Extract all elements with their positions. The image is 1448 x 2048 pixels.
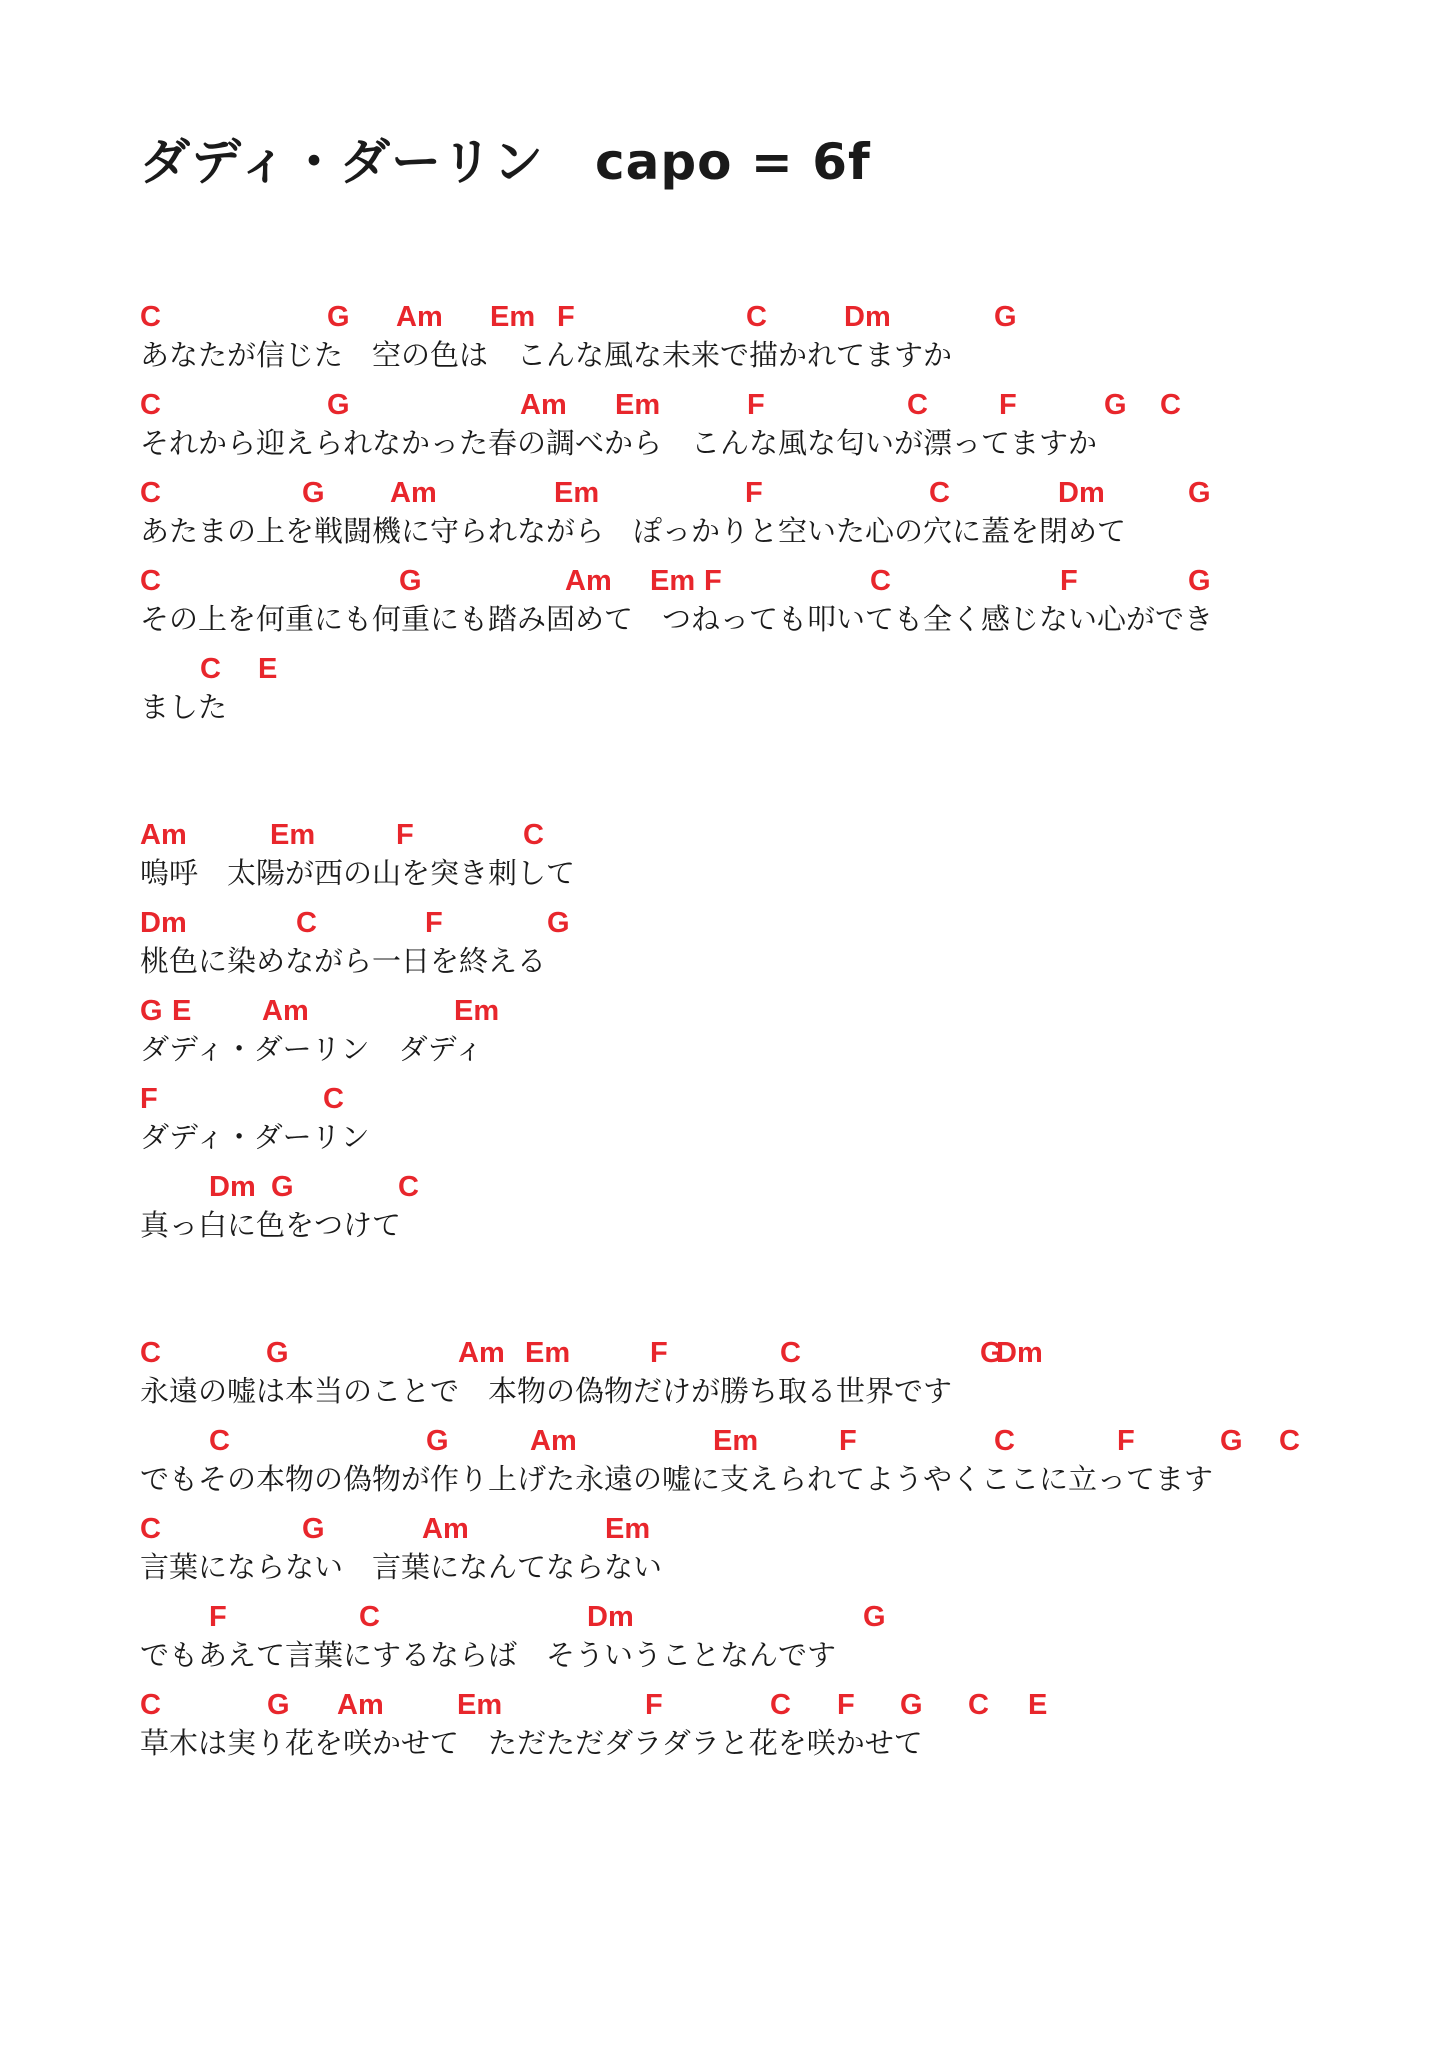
chord-symbol: C <box>140 477 161 509</box>
chord-symbol: G <box>266 1337 289 1369</box>
chord-symbol: E <box>1028 1689 1048 1721</box>
chord-symbol: F <box>650 1337 668 1369</box>
chord-lyric-line <box>140 476 1340 550</box>
lyric-text: それから迎えられなかった春の調べから こんな風な匂いが漂ってますか <box>140 426 1098 460</box>
chord-symbol: F <box>747 389 765 421</box>
chord-symbol: Em <box>270 819 316 851</box>
chord-symbol: G <box>302 1513 325 1545</box>
chord-symbol: C <box>140 565 161 597</box>
chord-lyric-line <box>140 906 1340 980</box>
chord-lyric-line <box>140 564 1340 638</box>
chord-row <box>140 300 1340 336</box>
chord-symbol: G <box>267 1689 290 1721</box>
chord-row <box>140 906 1340 942</box>
chord-lyric-line <box>140 1170 1340 1244</box>
chord-symbol: C <box>1279 1425 1300 1457</box>
lyric-text: あなたが信じた 空の色は こんな風な未来で描かれてますか <box>140 338 953 372</box>
chord-symbol: C <box>296 907 317 939</box>
chord-lyric-line <box>140 818 1340 892</box>
lyric-text: でもその本物の偽物が作り上げた永遠の嘘に支えられてようやくここに立ってます <box>140 1462 1214 1496</box>
chord-symbol: C <box>968 1689 989 1721</box>
chord-lyric-line <box>140 994 1340 1068</box>
lyric-text: 永遠の嘘は本当のことで 本物の偽物だけが勝ち取る世界です <box>140 1374 953 1408</box>
chord-symbol: G <box>1220 1425 1243 1457</box>
chord-symbol: G <box>1104 389 1127 421</box>
chord-symbol: G <box>900 1689 923 1721</box>
chord-symbol: G <box>426 1425 449 1457</box>
chord-symbol: Em <box>490 301 536 333</box>
chord-symbol: G <box>980 1337 1003 1369</box>
chord-symbol: Dm <box>996 1337 1043 1369</box>
chord-row <box>140 1512 1340 1548</box>
chord-symbol: F <box>645 1689 663 1721</box>
chord-row <box>140 1336 1340 1372</box>
chord-symbol: C <box>140 301 161 333</box>
chord-symbol: F <box>425 907 443 939</box>
chord-symbol: Em <box>525 1337 571 1369</box>
chord-symbol: C <box>140 1513 161 1545</box>
chord-symbol: F <box>396 819 414 851</box>
chord-row <box>140 1688 1340 1724</box>
chord-symbol: Em <box>554 477 600 509</box>
chord-symbol: F <box>557 301 575 333</box>
chord-symbol: G <box>271 1171 294 1203</box>
chord-symbol: Am <box>396 301 443 333</box>
chord-row <box>140 388 1340 424</box>
chord-symbol: C <box>929 477 950 509</box>
chord-symbol: F <box>1117 1425 1135 1457</box>
chord-lyric-line <box>140 388 1340 462</box>
chord-symbol: C <box>209 1425 230 1457</box>
chord-symbol: G <box>140 995 163 1027</box>
chord-row <box>140 564 1340 600</box>
chord-symbol: C <box>907 389 928 421</box>
chord-lyric-line <box>140 300 1340 374</box>
chord-symbol: C <box>780 1337 801 1369</box>
chord-row <box>140 818 1340 854</box>
chord-symbol: Em <box>457 1689 503 1721</box>
chord-symbol: Em <box>615 389 661 421</box>
chord-symbol: G <box>327 389 350 421</box>
song-title: ダディ・ダーリン capo = 6f <box>140 133 871 191</box>
chord-symbol: Am <box>520 389 567 421</box>
chord-symbol: F <box>745 477 763 509</box>
chord-symbol: F <box>140 1083 158 1115</box>
chord-symbol: Am <box>337 1689 384 1721</box>
chord-symbol: C <box>140 389 161 421</box>
lyric-text: でもあえて言葉にするならば そういうことなんです <box>140 1638 837 1672</box>
chord-symbol: Dm <box>140 907 187 939</box>
chord-symbol: F <box>1060 565 1078 597</box>
chord-symbol: Em <box>713 1425 759 1457</box>
chord-symbol: Dm <box>587 1601 634 1633</box>
lyric-text: 真っ白に色をつけて <box>140 1208 402 1242</box>
chord-row <box>140 652 1340 688</box>
chord-lyric-line <box>140 1600 1340 1674</box>
chord-symbol: Dm <box>1058 477 1105 509</box>
chord-symbol: C <box>359 1601 380 1633</box>
lyric-text: あたまの上を戦闘機に守られながら ぽっかりと空いた心の穴に蓋を閉めて <box>140 514 1127 548</box>
lyric-text: 草木は実り花を咲かせて ただただダラダラと花を咲かせて <box>140 1726 923 1760</box>
chord-symbol: C <box>523 819 544 851</box>
chord-lyric-line <box>140 1336 1340 1410</box>
chord-lyric-line <box>140 1688 1340 1762</box>
lyric-text: 言葉にならない 言葉になんてならない <box>140 1550 663 1584</box>
chord-symbol: Am <box>422 1513 469 1545</box>
chord-symbol: Am <box>262 995 309 1027</box>
chord-symbol: Em <box>605 1513 651 1545</box>
chord-row <box>140 994 1340 1030</box>
chord-symbol: G <box>302 477 325 509</box>
chord-symbol: C <box>994 1425 1015 1457</box>
chord-lyric-line <box>140 1512 1340 1586</box>
chord-lyric-line <box>140 1082 1340 1156</box>
chord-symbol: C <box>140 1337 161 1369</box>
chord-lyric-line <box>140 1424 1340 1498</box>
chord-symbol: Am <box>458 1337 505 1369</box>
chord-symbol: E <box>172 995 192 1027</box>
chord-symbol: Am <box>530 1425 577 1457</box>
chord-symbol: Am <box>390 477 437 509</box>
chord-row <box>140 1170 1340 1206</box>
chord-symbol: C <box>746 301 767 333</box>
chord-symbol: F <box>999 389 1017 421</box>
chord-symbol: Dm <box>209 1171 256 1203</box>
chord-symbol: Am <box>565 565 612 597</box>
chord-symbol: G <box>547 907 570 939</box>
chord-symbol: E <box>258 653 278 685</box>
lyric-text: 桃色に染めながら一日を終える <box>140 944 547 978</box>
chord-symbol: G <box>1188 565 1211 597</box>
chord-symbol: G <box>327 301 350 333</box>
chord-symbol: G <box>1188 477 1211 509</box>
chord-symbol: G <box>399 565 422 597</box>
chord-lyric-line <box>140 652 1340 726</box>
lyric-text: その上を何重にも何重にも踏み固めて つねっても叩いても全く感じない心ができ <box>140 602 1214 636</box>
chord-symbol: C <box>140 1689 161 1721</box>
lyric-text: ました <box>140 690 228 724</box>
chord-symbol: C <box>1160 389 1181 421</box>
chord-symbol: C <box>323 1083 344 1115</box>
lyric-text: ダディ・ダーリン ダディ <box>140 1032 484 1066</box>
chord-symbol: F <box>209 1601 227 1633</box>
chord-symbol: Am <box>140 819 187 851</box>
chord-symbol: G <box>863 1601 886 1633</box>
chord-symbol: G <box>994 301 1017 333</box>
chord-row <box>140 1082 1340 1118</box>
chord-symbol: C <box>770 1689 791 1721</box>
lyric-text: ダディ・ダーリン <box>140 1120 370 1154</box>
chord-row <box>140 1600 1340 1636</box>
chord-symbol: Dm <box>844 301 891 333</box>
chord-row <box>140 1424 1340 1460</box>
chord-symbol: C <box>870 565 891 597</box>
chord-symbol: C <box>398 1171 419 1203</box>
chord-symbol: F <box>704 565 722 597</box>
chord-symbol: Em <box>650 565 696 597</box>
chord-symbol: C <box>200 653 221 685</box>
chord-row <box>140 476 1340 512</box>
lyric-text: 嗚呼 太陽が西の山を突き刺して <box>140 856 576 890</box>
chord-symbol: F <box>839 1425 857 1457</box>
chord-symbol: Em <box>454 995 500 1027</box>
chord-symbol: F <box>837 1689 855 1721</box>
